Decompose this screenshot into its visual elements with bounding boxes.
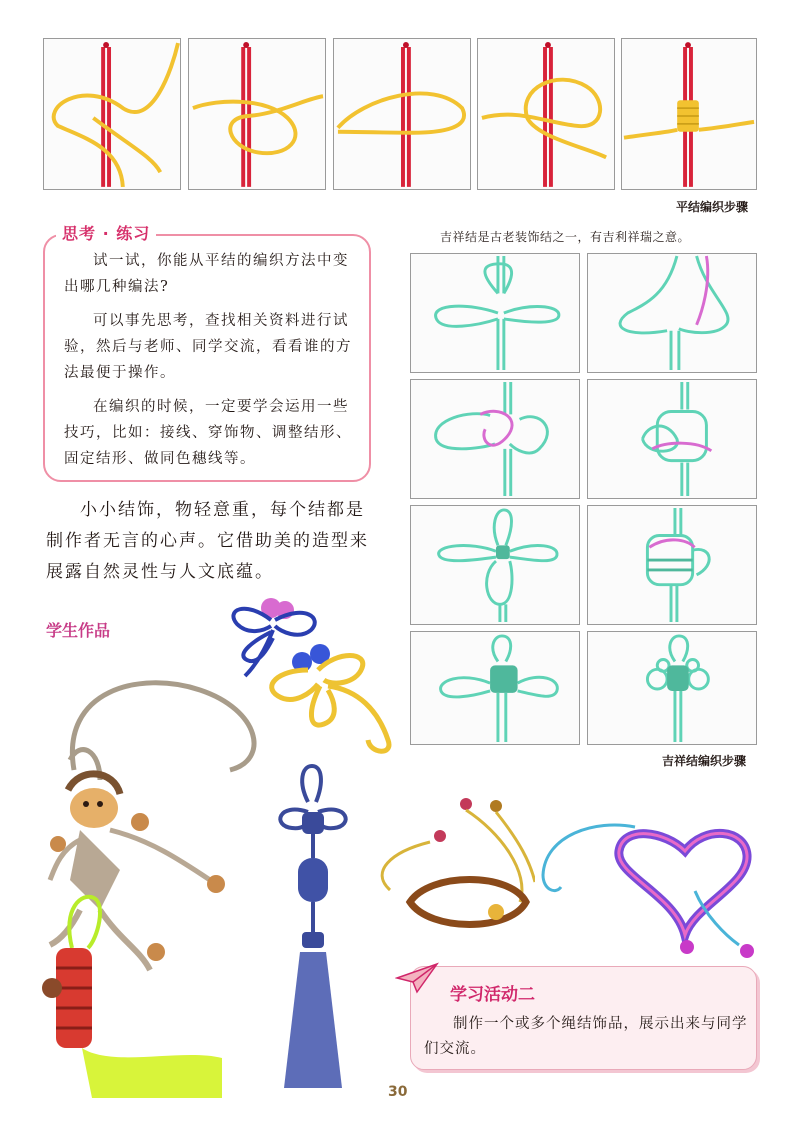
think-paragraph-2: 可以事先思考，查找相关资料进行试验，然后与老师、同学交流，看看谁的方法最便于操作。 — [64, 313, 352, 381]
learning-activity-title: 学习活动二 — [450, 985, 535, 1005]
heart-knot-photo — [535, 815, 770, 965]
lucky-knot-step-1-photo — [410, 253, 580, 373]
flat-knot-step-2-photo — [188, 38, 326, 190]
gold-bracelet-photo — [370, 792, 535, 942]
main-paragraph: 小小结饰，物轻意重，每个结都是制作者无言的心声。它借助美的造型来展露自然灵性与人文底蕴。 — [46, 500, 369, 582]
student-works-label: 学生作品 — [46, 621, 111, 640]
lucky-knot-step-5-photo — [410, 505, 580, 625]
lucky-knot-step-8-photo — [587, 631, 757, 745]
flat-knot-step-5-photo — [621, 38, 757, 190]
think-paragraph-3: 在编织的时候，一定要学会运用一些技巧，比如：接线、穿饰物、调整结形、固定结形、做同色穗线等。 — [64, 399, 352, 467]
learning-activity-text: 制作一个或多个绳结饰品，展示出来与同学们交流。 — [424, 1016, 748, 1057]
paper-plane-icon — [395, 960, 439, 996]
lucky-knot-step-3-photo — [410, 379, 580, 499]
lucky-knot-step-2-photo — [587, 253, 757, 373]
lucky-knot-step-7-photo — [410, 631, 580, 745]
flat-knot-step-4-photo — [477, 38, 615, 190]
lucky-knot-step-4-photo — [587, 379, 757, 499]
blue-tassel-knot-photo — [268, 762, 358, 1094]
flat-knot-caption: 平结编织步骤 — [676, 200, 749, 214]
lucky-knot-caption: 吉祥结编织步骤 — [662, 754, 747, 768]
lucky-knot-intro: 吉祥结是古老装饰结之一，有吉利祥瑞之意。 — [440, 230, 691, 244]
yellow-dragonfly-knot-photo — [258, 640, 408, 758]
lucky-knot-step-6-photo — [587, 505, 757, 625]
page-number: 30 — [388, 1084, 408, 1100]
flat-knot-step-1-photo — [43, 38, 181, 190]
flat-knot-step-3-photo — [333, 38, 471, 190]
think-paragraph-1: 试一试，你能从平结的编织方法中变出哪几种编法? — [64, 253, 349, 295]
think-practice-title: 思考 · 练习 — [56, 221, 156, 244]
red-tassel-knot-photo — [32, 888, 232, 1098]
